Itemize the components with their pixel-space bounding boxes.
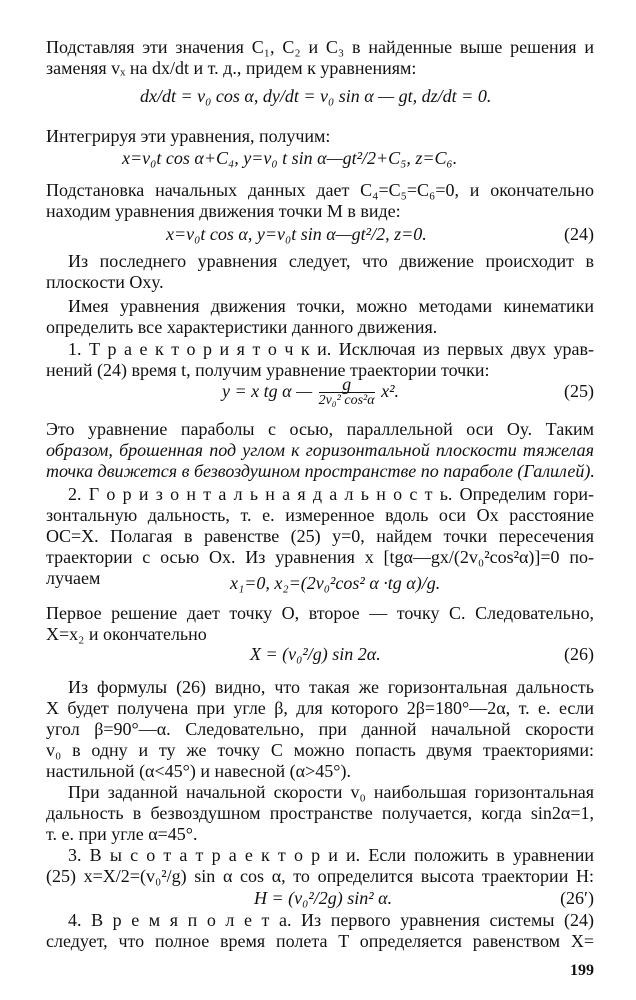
text-line: лучаем [46,568,101,588]
page-number: 199 [570,962,594,979]
fraction-numerator: g [319,376,375,393]
equation-number: (26) [564,644,594,664]
text-line: Это уравнение параболы с осью, параллельной оси Oy. Таким [46,419,594,439]
text-line: дальность в безвоздушном пространстве получается, когда sin2α=1, [46,803,594,823]
equation-24: x=v₀t cos α, y=v₀t sin α—gt²/2, z=0. [166,224,427,244]
text-line: OC=X. Полагая в равенстве (25) y=0, найдем точки пересечения [46,526,594,546]
text-line: Интегрируя эти уравнения, получим: [46,126,331,146]
equation-number: (25) [564,381,594,401]
text-line: (25) x=X/2=(v₀²/g) sin α cos α, то определится высота траектории H: [46,866,594,886]
equation-roots: x₁=0, x₂=(2v₀²cos² α ·tg α)/g. [230,573,441,593]
text-line: нений (24) время t, получим уравнение траектории точки: [46,360,490,380]
text-line: заменяя vₓ на dx/dt и т. д., придем к уравнениям: [46,58,417,78]
text-line: определить все характеристики данного движения. [46,317,438,337]
equation-25-right: x². [381,381,399,401]
text-line: находим уравнения движения точки M в виде: [46,201,401,221]
text-line: угол β=90°—α. Следовательно, при данной начальной скорости [46,719,594,739]
fraction-denominator: 2v₀² cos²α [318,393,375,409]
text-line: Подставляя эти значения C₁, C₂ и C₃ в найденные выше решения и [46,37,594,57]
text-line: Первое решение дает точку O, второе — точку C. Следовательно, [46,603,594,623]
equation-25 [222,367,399,415]
equation-25-left: y = x tg α — [222,381,313,401]
text-line: Из формулы (26) видно, что такая же горизонтальная дальность [68,677,594,697]
equation-number: (24) [564,224,594,244]
text-line: следует, что полное время полета T определяется равенством X= [46,931,594,951]
text-line: X=x₂ и окончательно [46,624,207,644]
text-line: образом, брошенная под углом к горизонтальной плоскости тяжелая [46,440,594,460]
text-line: траектории с осью Ox. Из уравнения x [tgα—gx/(2v₀²cos²α)]=0 по- [46,547,594,567]
text-line: плоскости Oxy. [46,272,164,292]
text-line: т. е. при угле α=45°. [46,824,198,844]
equation-differential: dx/dt = v₀ cos α, dy/dt = v₀ sin α — gt, dz/dt = 0. [140,86,492,106]
text-line: 2. Г о р и з о н т а л ь н а я д а л ь н о с т ь. Определим гори- [68,484,594,504]
text-line: настильной (α<45°) и навесной (α>45°). [46,761,351,781]
text-line: зонтальную дальность, т. е. измеренное вдоль оси Ox расстояние [46,505,594,525]
text-line: X будет получена при угле β, для которого 2β=180°—2α, т. е. если [46,698,594,718]
equation-26-prime: H = (v₀²/2g) sin² α. [254,888,393,908]
text-line: 1. Т р а е к т о р и я т о ч к и. Исключая из первых двух урав- [68,339,594,359]
text-line: Подстановка начальных данных дает C₄=C₅=C₆=0, и окончательно [46,180,594,200]
text-line: Имея уравнения движения точки, можно методами кинематики [68,296,594,316]
fraction [319,376,375,409]
text-line: точка движется в безвоздушном пространстве по параболе (Галилей). [46,461,595,481]
equation-number: (26′) [560,888,594,908]
equation-integrated: x=v₀t cos α+C₄, y=v₀ t sin α—gt²/2+C₅, z=C₆. [122,148,458,168]
text-line: 3. В ы с о т а т р а е к т о р и и. Если положить в уравнении [68,845,594,865]
text-line: При заданной начальной скорости v₀ наибольшая горизонтальная [68,782,594,802]
text-line: 4. В р е м я п о л е т а. Из первого уравнения системы (24) [68,910,594,930]
text-line: v₀ в одну и ту же точку C можно попасть двумя траекториями: [46,740,594,760]
equation-26: X = (v₀²/g) sin 2α. [250,644,381,664]
text-line: Из последнего уравнения следует, что движение происходит в [68,251,594,271]
